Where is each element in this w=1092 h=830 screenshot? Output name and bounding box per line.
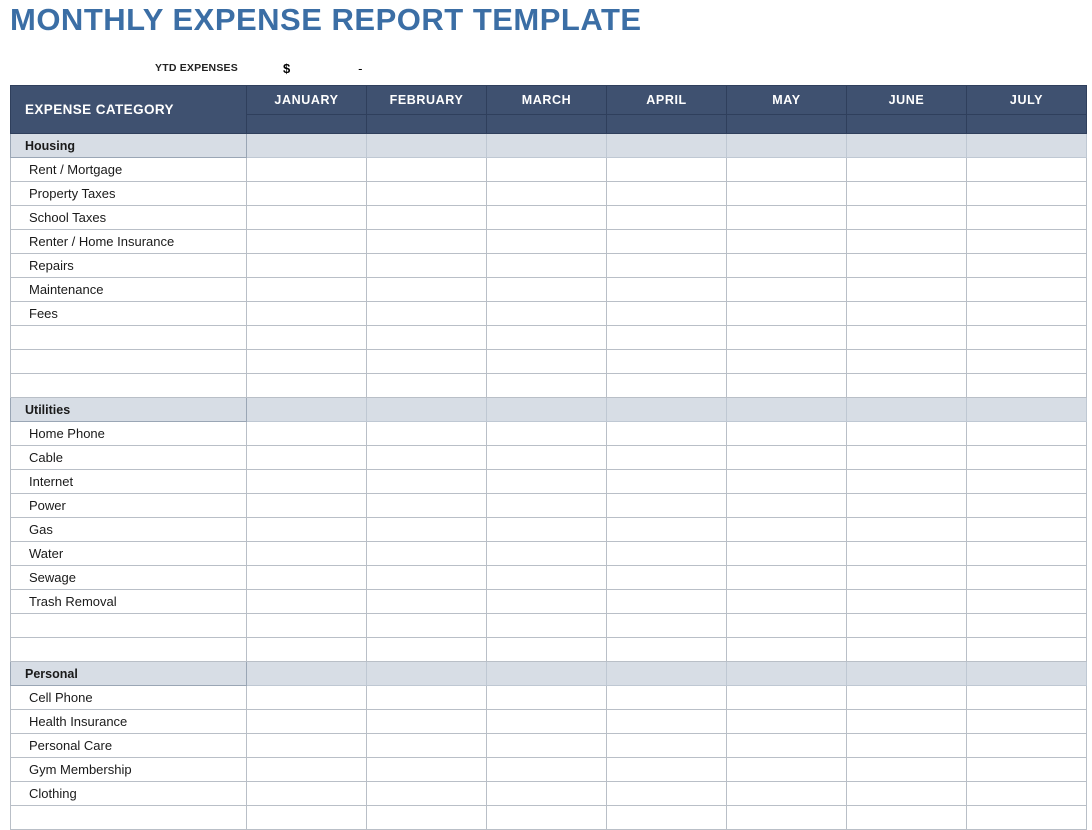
row-label[interactable] xyxy=(11,350,247,374)
amount-cell[interactable] xyxy=(247,710,367,734)
amount-cell[interactable] xyxy=(607,638,727,662)
amount-cell[interactable] xyxy=(367,518,487,542)
amount-cell[interactable] xyxy=(847,542,967,566)
amount-cell[interactable] xyxy=(607,758,727,782)
amount-cell[interactable] xyxy=(607,662,727,686)
amount-cell[interactable] xyxy=(367,758,487,782)
row-label[interactable] xyxy=(11,806,247,830)
amount-cell[interactable] xyxy=(847,734,967,758)
amount-cell[interactable] xyxy=(967,710,1087,734)
row-label[interactable] xyxy=(11,638,247,662)
section-label[interactable]: Housing xyxy=(11,134,247,158)
amount-cell[interactable] xyxy=(847,638,967,662)
column-header-january: JANUARY xyxy=(247,86,367,115)
table-blank-row xyxy=(11,806,1087,830)
row-label[interactable]: Repairs xyxy=(11,254,247,278)
amount-cell[interactable] xyxy=(247,686,367,710)
row-label[interactable]: Gas xyxy=(11,518,247,542)
amount-cell[interactable] xyxy=(607,590,727,614)
amount-cell[interactable] xyxy=(847,398,967,422)
amount-cell[interactable] xyxy=(487,734,607,758)
amount-cell[interactable] xyxy=(727,734,847,758)
amount-cell[interactable] xyxy=(247,254,367,278)
row-label[interactable]: Fees xyxy=(11,302,247,326)
amount-cell[interactable] xyxy=(247,566,367,590)
amount-cell[interactable] xyxy=(367,374,487,398)
amount-cell[interactable] xyxy=(487,182,607,206)
amount-cell[interactable] xyxy=(847,206,967,230)
column-header-may: MAY xyxy=(727,86,847,115)
amount-cell[interactable] xyxy=(367,470,487,494)
amount-cell[interactable] xyxy=(967,206,1087,230)
amount-cell[interactable] xyxy=(727,254,847,278)
amount-cell[interactable] xyxy=(727,542,847,566)
amount-cell[interactable] xyxy=(367,638,487,662)
amount-cell[interactable] xyxy=(367,590,487,614)
amount-cell[interactable] xyxy=(247,206,367,230)
amount-cell[interactable] xyxy=(607,518,727,542)
amount-cell[interactable] xyxy=(367,614,487,638)
amount-cell[interactable] xyxy=(487,758,607,782)
amount-cell[interactable] xyxy=(247,182,367,206)
amount-cell[interactable] xyxy=(247,134,367,158)
amount-cell[interactable] xyxy=(607,158,727,182)
amount-cell[interactable] xyxy=(607,446,727,470)
amount-cell[interactable] xyxy=(847,470,967,494)
amount-cell[interactable] xyxy=(367,446,487,470)
amount-cell[interactable] xyxy=(367,278,487,302)
amount-cell[interactable] xyxy=(367,134,487,158)
row-label[interactable]: Cell Phone xyxy=(11,686,247,710)
amount-cell[interactable] xyxy=(847,494,967,518)
row-label[interactable]: Personal Care xyxy=(11,734,247,758)
amount-cell[interactable] xyxy=(487,350,607,374)
amount-cell[interactable] xyxy=(487,566,607,590)
table-row xyxy=(11,758,1087,782)
amount-cell[interactable] xyxy=(967,374,1087,398)
amount-cell[interactable] xyxy=(247,518,367,542)
table-row xyxy=(11,254,1087,278)
amount-cell[interactable] xyxy=(367,542,487,566)
page-title: MONTHLY EXPENSE REPORT TEMPLATE xyxy=(10,2,642,37)
row-label[interactable]: Property Taxes xyxy=(11,182,247,206)
amount-cell[interactable] xyxy=(247,278,367,302)
amount-cell[interactable] xyxy=(247,494,367,518)
table-row xyxy=(11,230,1087,254)
amount-cell[interactable] xyxy=(727,302,847,326)
amount-cell[interactable] xyxy=(847,806,967,830)
amount-cell[interactable] xyxy=(967,398,1087,422)
amount-cell[interactable] xyxy=(247,638,367,662)
amount-cell[interactable] xyxy=(247,590,367,614)
amount-cell[interactable] xyxy=(967,134,1087,158)
amount-cell[interactable] xyxy=(967,734,1087,758)
amount-cell[interactable] xyxy=(847,566,967,590)
amount-cell[interactable] xyxy=(967,782,1087,806)
amount-cell[interactable] xyxy=(727,638,847,662)
amount-cell[interactable] xyxy=(967,326,1087,350)
amount-cell[interactable] xyxy=(487,446,607,470)
expense-table xyxy=(10,85,1087,830)
table-row xyxy=(11,710,1087,734)
amount-cell[interactable] xyxy=(847,614,967,638)
column-header-june: JUNE xyxy=(847,86,967,115)
amount-cell[interactable] xyxy=(487,518,607,542)
amount-cell[interactable] xyxy=(967,422,1087,446)
amount-cell[interactable] xyxy=(487,470,607,494)
amount-cell[interactable] xyxy=(607,278,727,302)
amount-cell[interactable] xyxy=(367,398,487,422)
amount-cell[interactable] xyxy=(727,686,847,710)
amount-cell[interactable] xyxy=(847,518,967,542)
amount-cell[interactable] xyxy=(727,470,847,494)
amount-cell[interactable] xyxy=(727,374,847,398)
row-label[interactable]: Gym Membership xyxy=(11,758,247,782)
amount-cell[interactable] xyxy=(487,422,607,446)
amount-cell[interactable] xyxy=(727,590,847,614)
amount-cell[interactable] xyxy=(727,278,847,302)
row-label[interactable] xyxy=(11,614,247,638)
amount-cell[interactable] xyxy=(487,806,607,830)
column-header-april: APRIL xyxy=(607,86,727,115)
amount-cell[interactable] xyxy=(967,518,1087,542)
column-header-march: MARCH xyxy=(487,86,607,115)
amount-cell[interactable] xyxy=(607,806,727,830)
amount-cell[interactable] xyxy=(247,734,367,758)
amount-cell[interactable] xyxy=(967,614,1087,638)
header-row-months xyxy=(11,86,1087,115)
amount-cell[interactable] xyxy=(487,398,607,422)
row-label[interactable]: Sewage xyxy=(11,566,247,590)
column-header-expense-category: EXPENSE CATEGORY xyxy=(11,86,247,134)
amount-cell[interactable] xyxy=(727,806,847,830)
amount-cell[interactable] xyxy=(247,542,367,566)
amount-cell[interactable] xyxy=(487,542,607,566)
table-blank-row xyxy=(11,614,1087,638)
amount-cell[interactable] xyxy=(847,302,967,326)
amount-cell[interactable] xyxy=(967,158,1087,182)
amount-cell[interactable] xyxy=(727,566,847,590)
amount-cell[interactable] xyxy=(847,374,967,398)
amount-cell[interactable] xyxy=(967,542,1087,566)
table-blank-row xyxy=(11,350,1087,374)
amount-cell[interactable] xyxy=(967,278,1087,302)
amount-cell[interactable] xyxy=(727,134,847,158)
amount-cell[interactable] xyxy=(367,422,487,446)
amount-cell[interactable] xyxy=(247,758,367,782)
amount-cell[interactable] xyxy=(247,470,367,494)
amount-cell[interactable] xyxy=(487,662,607,686)
amount-cell[interactable] xyxy=(607,206,727,230)
amount-cell[interactable] xyxy=(727,710,847,734)
table-row xyxy=(11,686,1087,710)
amount-cell[interactable] xyxy=(247,158,367,182)
header-subcell xyxy=(847,115,967,134)
row-label[interactable]: Cable xyxy=(11,446,247,470)
section-label[interactable]: Utilities xyxy=(11,398,247,422)
header-subcell xyxy=(247,115,367,134)
amount-cell[interactable] xyxy=(487,230,607,254)
amount-cell[interactable] xyxy=(247,446,367,470)
ytd-summary xyxy=(155,60,363,76)
amount-cell[interactable] xyxy=(727,614,847,638)
amount-cell[interactable] xyxy=(367,182,487,206)
amount-cell[interactable] xyxy=(487,710,607,734)
amount-cell[interactable] xyxy=(367,710,487,734)
row-label[interactable]: Renter / Home Insurance xyxy=(11,230,247,254)
amount-cell[interactable] xyxy=(727,446,847,470)
amount-cell[interactable] xyxy=(607,782,727,806)
table-blank-row xyxy=(11,374,1087,398)
amount-cell[interactable] xyxy=(727,782,847,806)
amount-cell[interactable] xyxy=(847,710,967,734)
amount-cell[interactable] xyxy=(847,422,967,446)
amount-cell[interactable] xyxy=(367,326,487,350)
table-row xyxy=(11,182,1087,206)
amount-cell[interactable] xyxy=(247,374,367,398)
amount-cell[interactable] xyxy=(727,182,847,206)
amount-cell[interactable] xyxy=(607,182,727,206)
currency-symbol: $ xyxy=(282,60,291,76)
amount-cell[interactable] xyxy=(487,278,607,302)
amount-cell[interactable] xyxy=(967,350,1087,374)
table-row xyxy=(11,446,1087,470)
amount-cell[interactable] xyxy=(967,566,1087,590)
amount-cell[interactable] xyxy=(367,782,487,806)
table-section-row xyxy=(11,134,1087,158)
amount-cell[interactable] xyxy=(247,350,367,374)
amount-cell[interactable] xyxy=(847,446,967,470)
amount-cell[interactable] xyxy=(967,494,1087,518)
amount-cell[interactable] xyxy=(607,494,727,518)
amount-cell[interactable] xyxy=(727,206,847,230)
amount-cell[interactable] xyxy=(247,614,367,638)
row-label[interactable]: Trash Removal xyxy=(11,590,247,614)
amount-cell[interactable] xyxy=(367,206,487,230)
amount-cell[interactable] xyxy=(967,758,1087,782)
table-blank-row xyxy=(11,326,1087,350)
amount-cell[interactable] xyxy=(967,470,1087,494)
amount-cell[interactable] xyxy=(367,662,487,686)
amount-cell[interactable] xyxy=(847,158,967,182)
amount-cell[interactable] xyxy=(487,206,607,230)
amount-cell[interactable] xyxy=(847,230,967,254)
amount-cell[interactable] xyxy=(247,422,367,446)
amount-cell[interactable] xyxy=(367,302,487,326)
row-label[interactable]: Home Phone xyxy=(11,422,247,446)
header-subcell xyxy=(487,115,607,134)
amount-cell[interactable] xyxy=(967,302,1087,326)
row-label[interactable]: Rent / Mortgage xyxy=(11,158,247,182)
row-label[interactable]: Water xyxy=(11,542,247,566)
amount-cell[interactable] xyxy=(247,398,367,422)
amount-cell[interactable] xyxy=(607,470,727,494)
row-label[interactable] xyxy=(11,326,247,350)
amount-cell[interactable] xyxy=(367,494,487,518)
row-label[interactable]: Power xyxy=(11,494,247,518)
amount-cell[interactable] xyxy=(847,662,967,686)
amount-cell[interactable] xyxy=(847,134,967,158)
amount-cell[interactable] xyxy=(847,350,967,374)
amount-cell[interactable] xyxy=(607,254,727,278)
table-blank-row xyxy=(11,638,1087,662)
ytd-expenses-label: YTD EXPENSES xyxy=(155,62,238,74)
amount-cell[interactable] xyxy=(607,398,727,422)
column-header-february: FEBRUARY xyxy=(367,86,487,115)
amount-cell[interactable] xyxy=(727,158,847,182)
amount-cell[interactable] xyxy=(607,686,727,710)
header-subcell xyxy=(607,115,727,134)
table-row xyxy=(11,518,1087,542)
amount-cell[interactable] xyxy=(967,590,1087,614)
amount-cell[interactable] xyxy=(967,182,1087,206)
amount-cell[interactable] xyxy=(487,638,607,662)
amount-cell[interactable] xyxy=(607,710,727,734)
amount-cell[interactable] xyxy=(607,350,727,374)
amount-cell[interactable] xyxy=(367,806,487,830)
table-row xyxy=(11,566,1087,590)
table-row xyxy=(11,206,1087,230)
table-row xyxy=(11,278,1087,302)
amount-cell[interactable] xyxy=(487,614,607,638)
amount-cell[interactable] xyxy=(607,734,727,758)
amount-cell[interactable] xyxy=(487,158,607,182)
table-row xyxy=(11,590,1087,614)
amount-cell[interactable] xyxy=(487,326,607,350)
amount-cell[interactable] xyxy=(247,662,367,686)
table-row xyxy=(11,542,1087,566)
amount-cell[interactable] xyxy=(487,590,607,614)
amount-cell[interactable] xyxy=(367,350,487,374)
ytd-expenses-value: - xyxy=(358,60,363,76)
amount-cell[interactable] xyxy=(607,422,727,446)
amount-cell[interactable] xyxy=(607,326,727,350)
table-section-row xyxy=(11,398,1087,422)
amount-cell[interactable] xyxy=(367,566,487,590)
amount-cell[interactable] xyxy=(487,494,607,518)
amount-cell[interactable] xyxy=(967,230,1087,254)
amount-cell[interactable] xyxy=(367,158,487,182)
amount-cell[interactable] xyxy=(607,374,727,398)
amount-cell[interactable] xyxy=(727,230,847,254)
amount-cell[interactable] xyxy=(727,350,847,374)
header-subcell xyxy=(967,115,1087,134)
amount-cell[interactable] xyxy=(247,782,367,806)
table-header xyxy=(11,86,1087,134)
amount-cell[interactable] xyxy=(727,662,847,686)
row-label[interactable] xyxy=(11,374,247,398)
amount-cell[interactable] xyxy=(847,686,967,710)
row-label[interactable]: School Taxes xyxy=(11,206,247,230)
amount-cell[interactable] xyxy=(607,542,727,566)
table-row xyxy=(11,494,1087,518)
amount-cell[interactable] xyxy=(367,254,487,278)
amount-cell[interactable] xyxy=(607,134,727,158)
row-label[interactable]: Health Insurance xyxy=(11,710,247,734)
table-section-row xyxy=(11,662,1087,686)
amount-cell[interactable] xyxy=(607,302,727,326)
amount-cell[interactable] xyxy=(487,254,607,278)
amount-cell[interactable] xyxy=(487,134,607,158)
amount-cell[interactable] xyxy=(847,782,967,806)
amount-cell[interactable] xyxy=(607,614,727,638)
amount-cell[interactable] xyxy=(967,446,1087,470)
amount-cell[interactable] xyxy=(247,326,367,350)
table-body xyxy=(11,134,1087,830)
amount-cell[interactable] xyxy=(247,230,367,254)
amount-cell[interactable] xyxy=(847,590,967,614)
table-row xyxy=(11,782,1087,806)
amount-cell[interactable] xyxy=(607,566,727,590)
amount-cell[interactable] xyxy=(487,374,607,398)
table-row xyxy=(11,302,1087,326)
amount-cell[interactable] xyxy=(847,278,967,302)
table-row xyxy=(11,422,1087,446)
row-label[interactable]: Internet xyxy=(11,470,247,494)
amount-cell[interactable] xyxy=(967,662,1087,686)
amount-cell[interactable] xyxy=(847,254,967,278)
row-label[interactable]: Maintenance xyxy=(11,278,247,302)
amount-cell[interactable] xyxy=(487,302,607,326)
amount-cell[interactable] xyxy=(967,254,1087,278)
amount-cell[interactable] xyxy=(247,806,367,830)
row-label[interactable]: Clothing xyxy=(11,782,247,806)
amount-cell[interactable] xyxy=(247,302,367,326)
section-label[interactable]: Personal xyxy=(11,662,247,686)
amount-cell[interactable] xyxy=(367,230,487,254)
table-row xyxy=(11,734,1087,758)
header-subcell xyxy=(367,115,487,134)
amount-cell[interactable] xyxy=(967,638,1087,662)
amount-cell[interactable] xyxy=(367,686,487,710)
amount-cell[interactable] xyxy=(607,230,727,254)
amount-cell[interactable] xyxy=(847,326,967,350)
amount-cell[interactable] xyxy=(967,806,1087,830)
amount-cell[interactable] xyxy=(727,326,847,350)
amount-cell[interactable] xyxy=(727,758,847,782)
amount-cell[interactable] xyxy=(727,494,847,518)
amount-cell[interactable] xyxy=(727,518,847,542)
amount-cell[interactable] xyxy=(367,734,487,758)
amount-cell[interactable] xyxy=(967,686,1087,710)
amount-cell[interactable] xyxy=(487,782,607,806)
amount-cell[interactable] xyxy=(487,686,607,710)
amount-cell[interactable] xyxy=(847,758,967,782)
table-row xyxy=(11,158,1087,182)
amount-cell[interactable] xyxy=(727,398,847,422)
amount-cell[interactable] xyxy=(727,422,847,446)
amount-cell[interactable] xyxy=(847,182,967,206)
column-header-july: JULY xyxy=(967,86,1087,115)
header-subcell xyxy=(727,115,847,134)
table-row xyxy=(11,470,1087,494)
